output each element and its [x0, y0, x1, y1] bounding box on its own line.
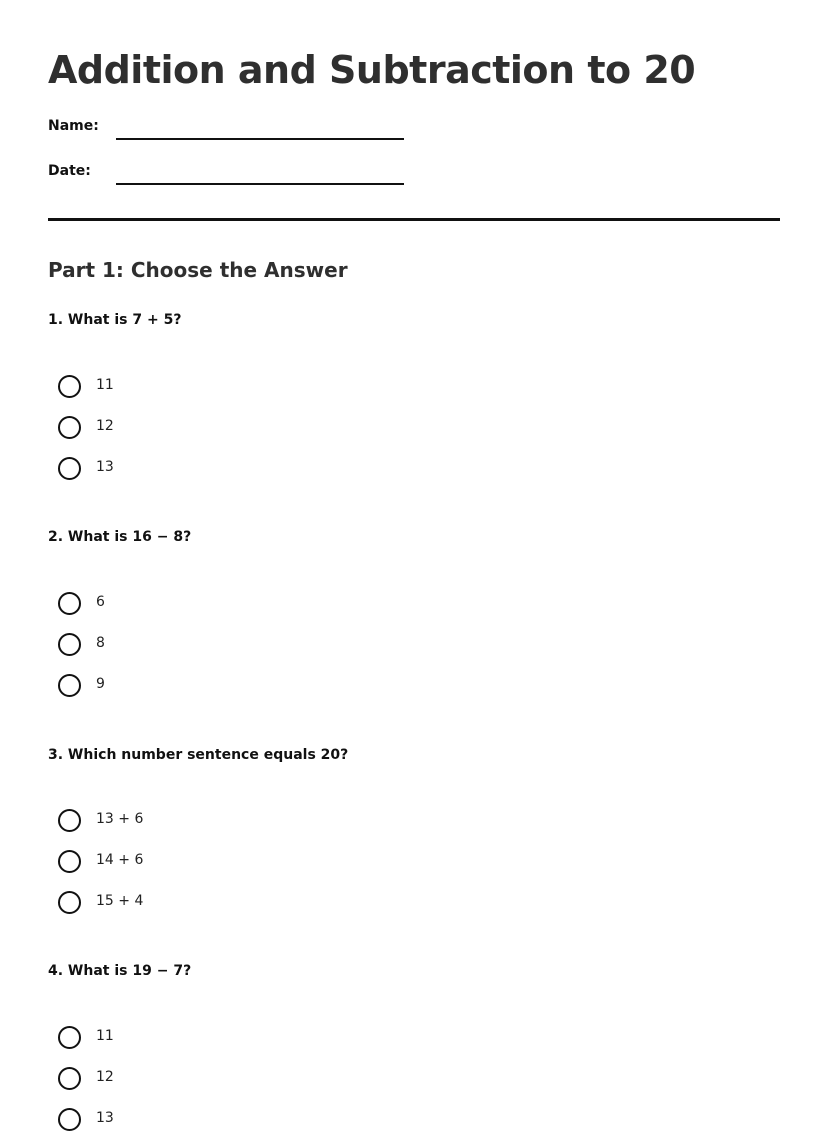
- question-text: 3. Which number sentence equals 20?: [48, 747, 349, 763]
- option-label: 12: [96, 418, 114, 434]
- answer-option[interactable]: [58, 1026, 358, 1050]
- answer-option[interactable]: [58, 416, 358, 440]
- question-text: 1. What is 7 + 5?: [48, 312, 182, 328]
- name-label: Name:: [48, 118, 99, 134]
- option-label: 13: [96, 1110, 114, 1126]
- option-label: 6: [96, 594, 105, 610]
- answer-option[interactable]: [58, 674, 358, 698]
- page-title: Addition and Subtraction to 20: [48, 48, 696, 92]
- option-label: 15 + 4: [96, 893, 144, 909]
- radio-button[interactable]: [58, 633, 81, 656]
- answer-option[interactable]: [58, 457, 358, 481]
- name-input-line[interactable]: [116, 138, 404, 140]
- answer-option[interactable]: [58, 633, 358, 657]
- radio-button[interactable]: [58, 891, 81, 914]
- answer-option[interactable]: [58, 1067, 358, 1091]
- radio-button[interactable]: [58, 1108, 81, 1131]
- radio-button[interactable]: [58, 674, 81, 697]
- answer-option[interactable]: [58, 891, 358, 915]
- answer-option[interactable]: [58, 1108, 358, 1132]
- date-input-line[interactable]: [116, 183, 404, 185]
- option-label: 8: [96, 635, 105, 651]
- option-label: 11: [96, 377, 114, 393]
- option-label: 12: [96, 1069, 114, 1085]
- answer-option[interactable]: [58, 850, 358, 874]
- radio-button[interactable]: [58, 1067, 81, 1090]
- header-divider: [48, 218, 780, 221]
- date-field[interactable]: [48, 163, 448, 187]
- radio-button[interactable]: [58, 1026, 81, 1049]
- radio-button[interactable]: [58, 457, 81, 480]
- answer-option[interactable]: [58, 375, 358, 399]
- option-label: 14 + 6: [96, 852, 144, 868]
- date-label: Date:: [48, 163, 91, 179]
- question-text: 4. What is 19 − 7?: [48, 963, 192, 979]
- radio-button[interactable]: [58, 375, 81, 398]
- option-label: 9: [96, 676, 105, 692]
- option-label: 13 + 6: [96, 811, 144, 827]
- section-heading: Part 1: Choose the Answer: [48, 258, 348, 282]
- answer-option[interactable]: [58, 809, 358, 833]
- radio-button[interactable]: [58, 416, 81, 439]
- option-label: 13: [96, 459, 114, 475]
- question-text: 2. What is 16 − 8?: [48, 529, 192, 545]
- radio-button[interactable]: [58, 592, 81, 615]
- radio-button[interactable]: [58, 850, 81, 873]
- option-label: 11: [96, 1028, 114, 1044]
- answer-option[interactable]: [58, 592, 358, 616]
- radio-button[interactable]: [58, 809, 81, 832]
- name-field[interactable]: [48, 118, 448, 142]
